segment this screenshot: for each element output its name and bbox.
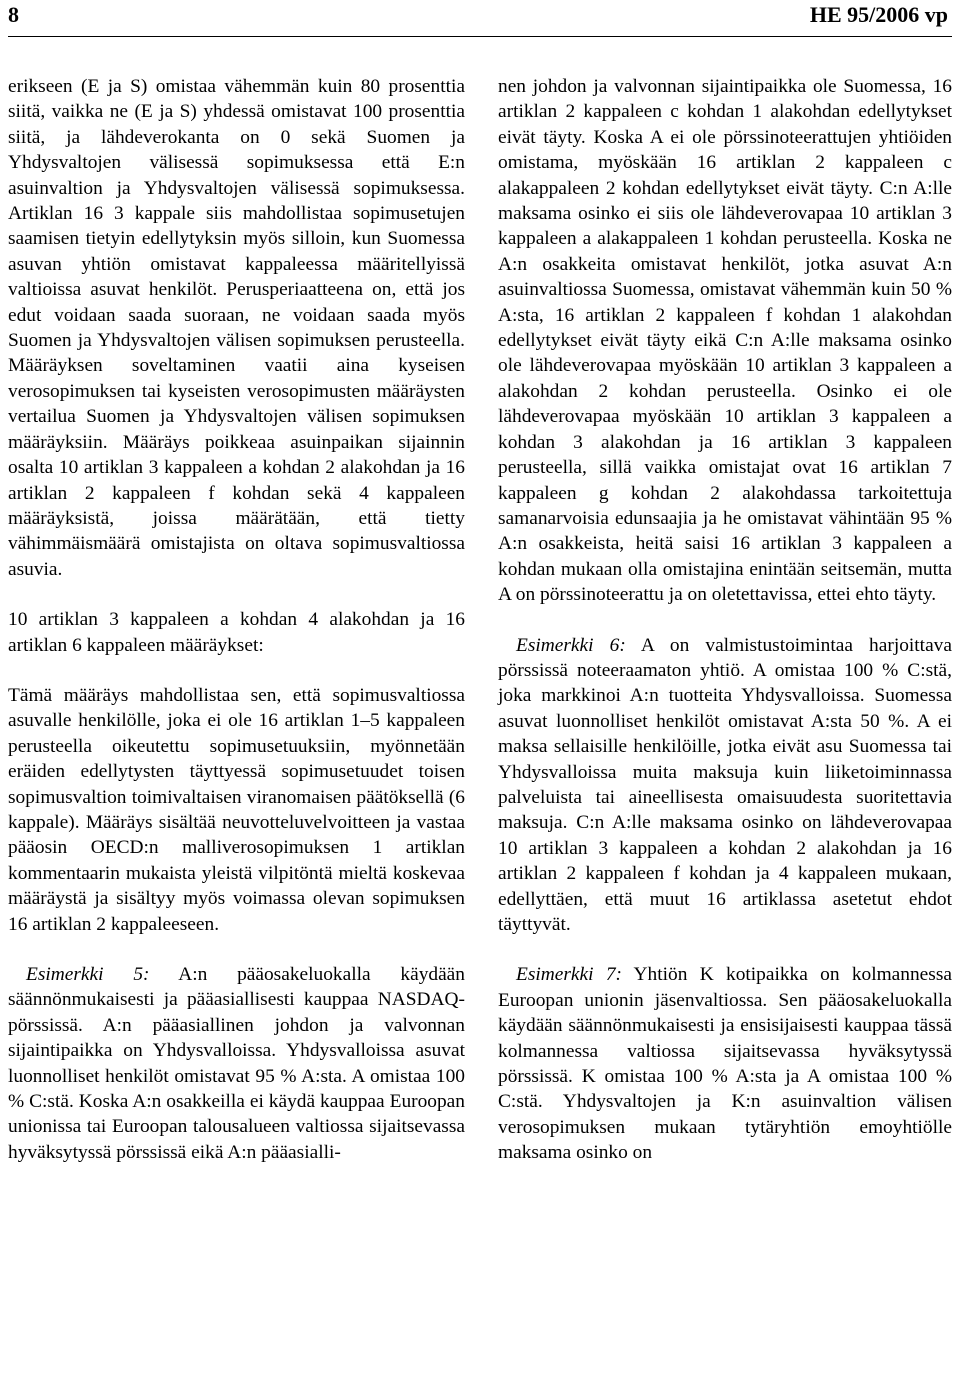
- example-6-label: Esimerkki 6:: [516, 634, 626, 656]
- paragraph-provisions-heading: 10 artiklan 3 kappaleen a kohdan 4 alakohdan ja 16 artiklan 6 kappaleen määräykset:: [8, 609, 465, 656]
- page-number: 8: [8, 2, 19, 27]
- paragraph-article-16-3: erikseen (E ja S) omistaa vähemmän kuin 80 prosenttia siitä, vaikka ne (E ja S) yhdessä omistavat 100 prosenttia siitä, ja lähdeverokanta on 0 sekä Suomen ja Yhdysvaltojen välisessä sopimuksessa että E:n asuinvaltion ja Yhdysvaltojen välisessä sopimuksessa. Artiklan 16 3 kappale siis mahdollistaa sopimusetujen saamisen tietyin edellytyksin myös silloin, kun Suomessa asuvan yhtiön omistavat kappaleessa määritellyissä valtioissa asuvat henkilöt. Perusperiaatteena on, että jos edut voidaan saada suoraan, ne voidaan saada myös Suomen ja Yhdysvaltojen välisen sopimuksen perusteella. Määräyksen soveltaminen vaatii aina kyseisen verosopimuksen tai kyseisten verosopimusten määräysten vertailua Suomen ja Yhdysvaltojen välisen sopimuksen määräyksiin. Määräys poikkeaa asuinpaikan sijainnin osalta 10 artiklan 3 kappaleen a kohdan 2 alakohdan ja 16 artiklan 2 kappaleen f kohdan sekä 4 kappaleen määräyksistä, joissa määrätään, että tietty vähimmäismäärä omistajista on oltava sopimusvaltiossa asuvia.: [8, 76, 465, 580]
- header-rule: [8, 36, 952, 37]
- example-5-text: A:n pääosakeluokalla käydään säännönmukaisesti ja pääasiallisesti kauppaa NASDAQ-pörssissä. A:n pääasiallinen johdon ja valvonnan sijaintipaikka on Yhdysvalloissa. Yhdysvalloissa asuvat luonnolliset henkilöt omistavat 95 % A:sta. A omistaa 100 % C:stä. Koska A:n osakkeilla ei käydä kauppaa Euroopan unionissa tai Euroopan talousalueen valtiossa sijaitsevassa hyväksytyssä pörssissä eikä A:n pääasialli-: [8, 964, 465, 1163]
- document-id: HE 95/2006 vp: [809, 2, 948, 27]
- left-column: [8, 74, 465, 1165]
- paragraph-article-16-6: Tämä määräys mahdollistaa sen, että sopimusvaltiossa asuvalle henkilölle, joka ei ole 16 artiklan 1–5 kappaleen perusteella oikeutettu sopimusetuuksiin, myönnetään eräiden edellytysten täyttyessä sopimusetuudet toisen sopimusvaltion toimivaltaisen viranomaisen päätöksellä (6 kappale). Määräys sisältää neuvotteluvelvoitteen ja vastaa pääosin OECD:n malliverosopimuksen 1 artiklan kommentaarin mukaista yleistä vilpitöntä mieltä koskevaa määräystä ja sisältyy myös voimassa olevan sopimuksen 16 artiklan 2 kappaleeseen.: [8, 684, 465, 935]
- paragraph-example-5-continued: nen johdon ja valvonnan sijaintipaikka ole Suomessa, 16 artiklan 2 kappaleen c kohdan 1 alakohdan edellytykset eivät täyty. Koska A ei ole pörssinoteerattujen yhtiöiden omistama, myöskään 16 artiklan 2 kappaleen c alakappaleen 2 kohdan edellytykset eivät täyty. C:n A:lle maksama osinko ei siis ole lähdeverovapaa 10 artiklan 3 kappaleen a alakappaleen 1 kohdan perusteella. Koska ne A:n osakkeita omistavat henkilöt, jotka asuvat A:n asuinvaltiossa Suomessa, omistavat vähemmän kuin 50 % A:sta, 16 artiklan 2 kappaleen f kohdan 1 alakohdan edellytykset eivät täyty eikä C:n A:lle maksama osinko ole lähdeverovapaa myöskään 10 artiklan 3 kappaleen a alakohdan 2 kohdan perusteella. Osinko ei ole lähdeverovapaa myöskään 10 artiklan 3 kappaleen a kohdan 3 alakohdan ja 16 artiklan 3 kappaleen perusteella, sillä vaikka omistajat ovat 16 artiklan 7 kappaleen g kohdan 2 alakohdassa tarkoitettuja samanarvoisia edunsaajia ja he omistavat vähintään 95 % A:n osakkeista, heitä saisi 16 artiklan 3 kappaleen a kohdan mukaan olla omistajina enintään seitsemän, mutta A on pörssinoteerattu ja on oletettavissa, ettei ehto täyty.: [498, 76, 952, 606]
- paragraph-example-5: [8, 962, 465, 1165]
- paragraph-example-7: [498, 962, 952, 1165]
- page-header: [0, 0, 960, 40]
- example-5-label: Esimerkki 5:: [26, 964, 150, 985]
- example-6-text: A on valmistustoimintaa harjoittava pörssissä noteeraamaton yhtiö. A omistaa 100 % C:stä, joka markkinoi A:n tuotteita Yhdysvalloissa. Suomessa asuvat luonnolliset henkilöt omistavat A:sta 50 %. A ei maksa sellaisille henkilöille, jotka eivät asu Suomessa tai Yhdysvalloissa muita maksuja kuin liiketoiminnassa palveluista tai aineellisesta omaisuudesta suoritettavia maksuja. C:n A:lle maksama osinko on lähdeverovapaa 10 artiklan 3 kappaleen a kohdan 2 alakohdan ja 16 artiklan 2 kappaleen f kohdan ja 4 kappaleen mukaan, edellyttäen, että muut 16 artiklassa asetetut ehdot täyttyvät.: [498, 634, 952, 935]
- right-column: [498, 74, 952, 1166]
- example-7-label: Esimerkki 7:: [516, 964, 622, 986]
- paragraph-example-6: [498, 633, 952, 938]
- example-7-text: Yhtiön K kotipaikka on kolmannessa Euroopan unionin jäsenvaltiossa. Sen pääosakeluokalla käydään säännönmukaisesti ja ensisijaisesti kauppaa tässä kolmannessa valtiossa sijaitsevassa hyväksytyssä pörssissä. K omistaa 100 % A:sta ja A omistaa 100 % C:stä. Yhdysvaltojen ja K:n asuinvaltion välisen verosopimuksen mukaan tytäryhtiön emoyhtiölle maksama osinko on: [498, 964, 952, 1164]
